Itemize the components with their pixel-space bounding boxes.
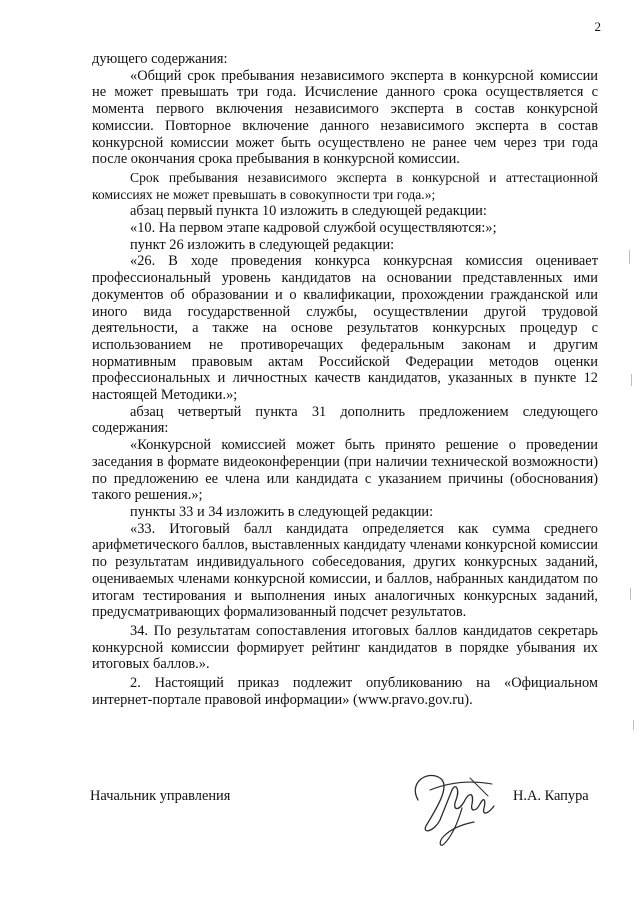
paragraph-publication: 2. Настоящий приказ подлежит опубликованию на «Официальном интернет-портале правовой информации» (www.pravo.gov.ru). <box>92 675 598 708</box>
document-body <box>92 51 598 708</box>
paragraph-point-26: «26. В ходе проведения конкурса конкурсная комиссия оценивает профессиональный уровень кандидатов на основании представленных ими документов об образовании и о квалификации, прохождении гражданской или иного вида государственной службы, осуществлении другой трудовой деятельности, а также на основе результатов конкурсных процедур с использованием не противоречащих федеральным законам и другим нормативным правовым актам Российской Федерации методов оценки профессиональных и личностных качеств кандидатов, указанных в пункте 12 настоящей Методики.»; <box>92 253 598 404</box>
paragraph-expert-term: «Общий срок пребывания независимого эксперта в конкурсной комиссии не может превышать три года. Исчисление данного срока осуществляется с момента первого включения независимого эксперта в состав конкурсной комиссии. Повторное включение данного независимого эксперта в состав конкурсной комиссии может быть осуществлено не ранее чем через три года после окончания срока пребывания в конкурсной комиссии. <box>92 67 598 168</box>
scan-edge-mark <box>631 374 632 386</box>
paragraph-amend-points-33-34: пункты 33 и 34 изложить в следующей редакции: <box>130 503 434 520</box>
paragraph-point-33: «33. Итоговый балл кандидата определяется как сумма среднего арифметического баллов, выставленных кандидату членами конкурсной комиссии по результатам индивидуального собеседования, других конкурсных заданий, оцениваемых членами конкурсной комиссии, и баллов, набранных кандидатом по итогам тестирования и выполнения иных аналогичных конкурсных заданий, предусматривающих формализованный подсчет результатов. <box>92 520 598 621</box>
paragraph-amend-point-31: абзац четвертый пункта 31 дополнить предложением следующего содержания: <box>92 403 598 437</box>
paragraph-amend-point-10: абзац первый пункта 10 изложить в следующей редакции: <box>130 203 487 220</box>
signoff-block <box>0 780 640 850</box>
signer-name: Н.А. Капура <box>513 788 589 804</box>
handwritten-signature <box>400 760 510 850</box>
paragraph-amend-point-26: пункт 26 изложить в следующей редакции: <box>130 236 395 253</box>
paragraph-point-34: 34. По результатам сопоставления итоговых баллов кандидатов секретарь конкурсной комиссии формирует рейтинг кандидатов в порядке убывания их итоговых баллов.». <box>92 622 598 673</box>
signer-title: Начальник управления <box>90 788 231 804</box>
scan-edge-mark <box>633 720 634 730</box>
paragraph-videoconference: «Конкурсной комиссией может быть принято решение о проведении заседания в формате видеоконференции (при наличии технической возможности) по предложению ее члена или кандидата с указанием причины (обоснования) такого решения.»; <box>92 437 598 504</box>
scan-edge-mark <box>629 250 630 264</box>
paragraph-expert-total-term: Срок пребывания независимого эксперта в конкурсной и аттестационной комиссиях не может превышать в совокупности три года.»; <box>92 169 598 202</box>
page-number: 2 <box>594 19 601 34</box>
paragraph-point-10: «10. На первом этапе кадровой службой осуществляются:»; <box>130 220 497 237</box>
scan-edge-mark <box>630 588 631 600</box>
paragraph-continuation: дующего содержания: <box>92 51 228 67</box>
